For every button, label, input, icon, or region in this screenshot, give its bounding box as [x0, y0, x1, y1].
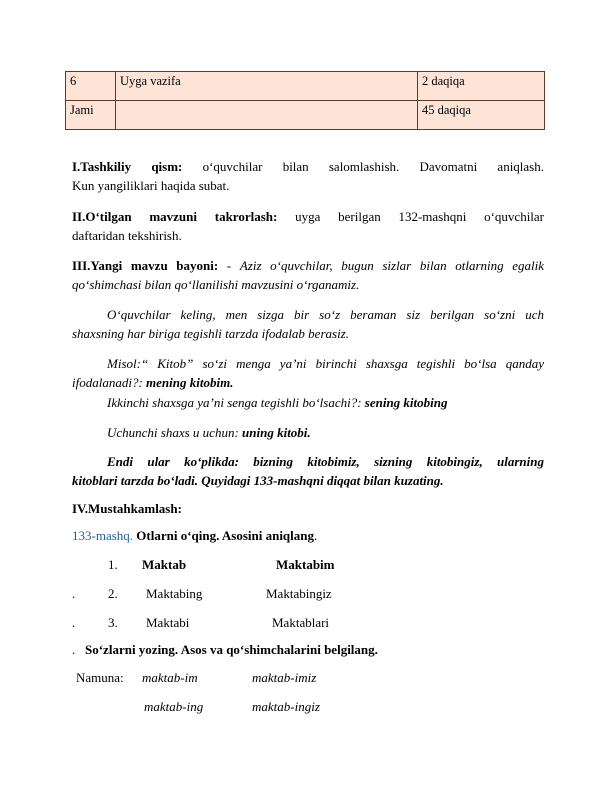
paragraph-second-person: Ikkinchi shaxsga ya’ni senga tegishli bo‘lsachi?: sening kitobing: [107, 395, 448, 410]
section-review-line2: daftaridan tekshirish.: [72, 228, 182, 243]
paragraph-example-line1: Misol:“ Kitob” so‘zi menga ya’ni birinchi shaxsga tegishli bo‘lsa qanday: [107, 356, 544, 371]
section-new-topic-line1: III.Yangi mavzu bayoni: - Aziz o‘quvchilar, bugun sizlar bilan otlarning egalik: [72, 258, 545, 273]
section-organizational-line2: Kun yangiliklari haqida subat.: [72, 178, 230, 193]
table-cell-task: [116, 101, 418, 130]
paragraph-instruction-line2: shaxsning har biriga tegishli tarzda ifodalab berasiz.: [72, 326, 349, 341]
table-row: [66, 101, 545, 130]
section-new-topic-line2: qo‘shimchasi bilan qo‘llanilishi mavzusini o‘rganamiz.: [72, 277, 360, 292]
section-organizational-line1: I.Tashkiliy qism: o‘quvchilar bilan salomlashish. Davomatni aniqlash.: [72, 159, 544, 174]
example-label: Namuna:: [76, 670, 124, 685]
task-instruction: . So‘zlarni yozing. Asos va qo‘shimchalarini belgilang.: [72, 642, 378, 657]
answer-text: uning kitobi.: [242, 425, 311, 440]
answer-text: sening kitobing: [364, 395, 448, 410]
section-reinforcement: [72, 499, 544, 519]
paragraph-instruction-line1: O‘quvchilar keling, men sizga bir so‘z beraman siz berilgan so‘zni uch: [107, 307, 544, 322]
section-label: III.Yangi mavzu bayoni:: [72, 258, 219, 273]
section-label: IV.Mustahkamlash:: [72, 501, 182, 516]
lesson-plan-table: [65, 71, 545, 130]
table-cell-time: 2 daqiqa: [418, 72, 545, 101]
table-cell-number: Jami: [66, 101, 116, 130]
table-cell-number: 6: [66, 72, 116, 101]
section-label: I.Tashkiliy qism:: [72, 159, 183, 174]
exercise-heading: 133-mashq. Otlarni o‘qing. Asosini aniqlang.: [72, 528, 318, 543]
section-review-line1: II.O‘tilgan mavzuni takrorlash: uyga berilgan 132-mashqni o‘quvchilar: [72, 209, 545, 224]
table-cell-task: Uyga vazifa: [116, 72, 418, 101]
paragraph-plural-line2: kitoblari tarzda bo‘ladi. Quyidagi 133-mashqni diqqat bilan kuzating.: [72, 473, 444, 488]
paragraph-example-line2: ifodalanadi?: mening kitobim.: [72, 375, 234, 390]
paragraph-plural-line1: Endi ular ko‘plikda: bizning kitobimiz, sizning kitobingiz, ularning: [107, 454, 544, 469]
exercise-number: 133-mashq.: [72, 528, 134, 543]
answer-text: mening kitobim.: [146, 375, 234, 390]
section-label: II.O‘tilgan mavzuni takrorlash:: [72, 209, 278, 224]
table-cell-time: 45 daqiqa: [418, 101, 545, 130]
paragraph-third-person: Uchunchi shaxs u uchun: uning kitobi.: [107, 425, 311, 440]
table-row: [66, 72, 545, 101]
